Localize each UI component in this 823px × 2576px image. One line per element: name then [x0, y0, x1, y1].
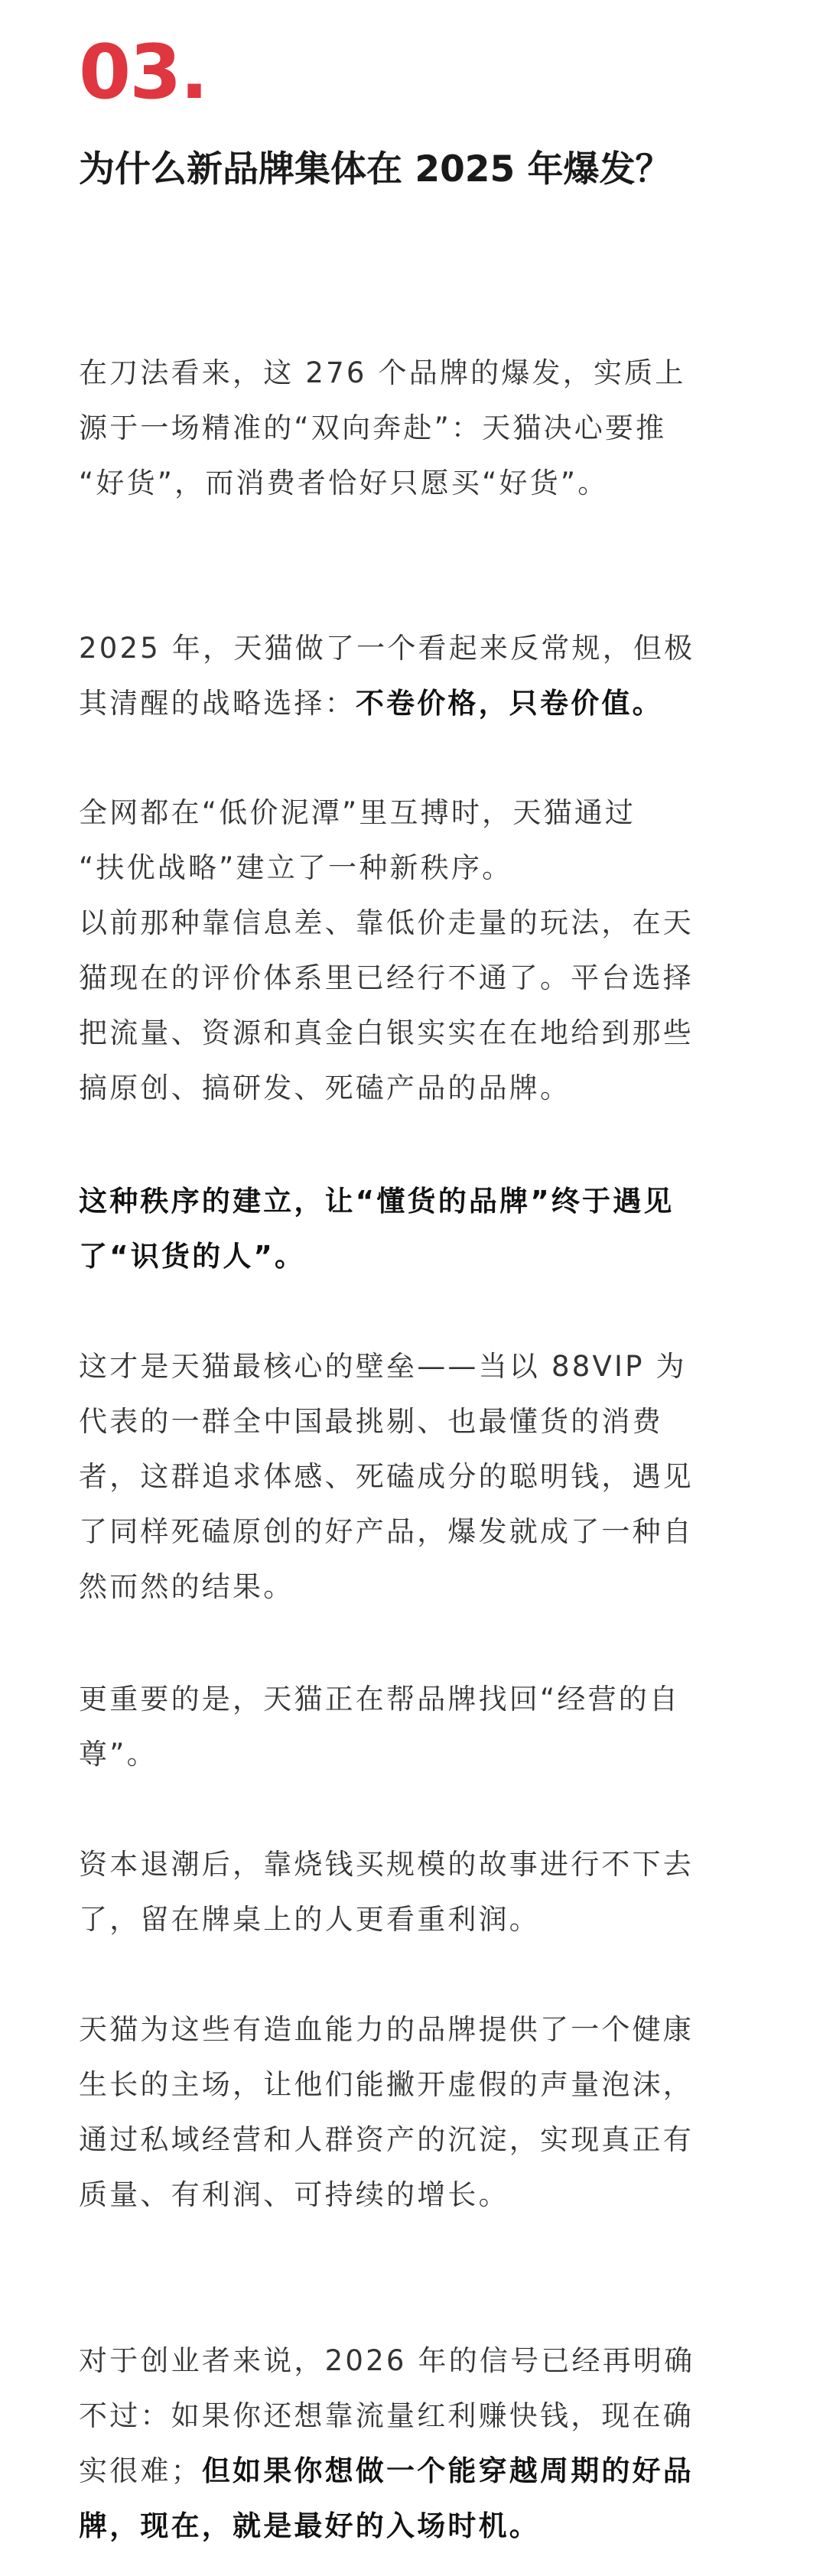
- text-run: 不过：如果你还想靠流量红利赚快钱，现在确: [79, 2399, 694, 2432]
- text-run: 这才是天猫最核心的壁垒——当以 88VIP 为: [79, 1350, 687, 1383]
- text-run: 生长的主场，让他们能撇开虚假的声量泡沫，: [79, 2068, 694, 2101]
- paragraph-line: [79, 2168, 744, 2223]
- text-run: 资本退潮后，靠烧钱买规模的故事进行不下去: [79, 1848, 694, 1881]
- paragraph-line: [79, 456, 744, 511]
- text-run: 2025 年，天猫做了一个看起来反常规，但极: [79, 632, 695, 665]
- paragraph-line: [79, 2499, 744, 2554]
- text-run: 通过私域经营和人群资产的沉淀，实现真正有: [79, 2123, 694, 2156]
- paragraph-line: [79, 1892, 744, 1947]
- paragraph: [79, 1174, 744, 1284]
- paragraph-line: [79, 621, 744, 676]
- text-run: 了，留在牌桌上的人更看重利润。: [79, 1903, 540, 1936]
- paragraph: [79, 346, 744, 511]
- text-run: 实很难；: [79, 2454, 202, 2487]
- paragraph-line: [79, 1504, 744, 1560]
- text-run: 代表的一群全中国最挑剔、也最懂货的消费: [79, 1405, 663, 1438]
- paragraph-line: [79, 1394, 744, 1449]
- paragraph-line: [79, 1229, 744, 1284]
- paragraph: [79, 1672, 744, 1782]
- paragraph-line: [79, 676, 744, 731]
- paragraph-line: [79, 1837, 744, 1892]
- text-run: 源于一场精准的“双向奔赴”：天猫决心要推: [79, 411, 667, 444]
- text-run: 搞原创、搞研发、死磕产品的品牌。: [79, 1072, 571, 1104]
- paragraph-line: [79, 841, 744, 896]
- bold-text: 不卷价格，只卷价值。: [355, 687, 663, 720]
- text-run: 以前那种靠信息差、靠低价走量的玩法，在天: [79, 906, 694, 939]
- text-run: 者，这群追求体感、死磕成分的聪明钱，遇见: [79, 1460, 694, 1493]
- text-run: 对于创业者来说，2026 年的信号已经再明确: [79, 2344, 695, 2377]
- text-run: 尊”。: [79, 1738, 158, 1771]
- paragraph-line: [79, 2444, 744, 2499]
- paragraph-line: [79, 1727, 744, 1782]
- text-run: 在刀法看来，这 276 个品牌的爆发，实质上: [79, 356, 686, 389]
- text-run: “扶优战略”建立了一种新秩序。: [79, 851, 513, 884]
- paragraph: [79, 896, 744, 1116]
- paragraph-line: [79, 1672, 744, 1727]
- text-run: 其清醒的战略选择：: [79, 687, 356, 720]
- bold-text: 牌，现在，就是最好的入场时机。: [79, 2509, 540, 2542]
- text-run: 质量、有利润、可持续的增长。: [79, 2178, 509, 2211]
- paragraph-line: [79, 1449, 744, 1504]
- paragraph-line: [79, 785, 744, 841]
- paragraph: [79, 1837, 744, 1947]
- paragraph: [79, 621, 744, 731]
- section-number: 03.: [79, 29, 207, 116]
- paragraph-line: [79, 2057, 744, 2113]
- paragraph-line: [79, 1339, 744, 1394]
- paragraph-line: [79, 2113, 744, 2168]
- paragraph-line: [79, 1061, 744, 1116]
- paragraph-line: [79, 2334, 744, 2389]
- paragraph-line: [79, 896, 744, 951]
- paragraph: [79, 785, 744, 896]
- text-run: 更重要的是，天猫正在帮品牌找回“经营的自: [79, 1683, 681, 1716]
- text-run: 猫现在的评价体系里已经行不通了。平台选择: [79, 961, 694, 994]
- text-run: 然而然的结果。: [79, 1570, 294, 1603]
- text-run: 全网都在“低价泥潭”里互搏时，天猫通过: [79, 796, 636, 829]
- section-title: 为什么新品牌集体在 2025 年爆发？: [79, 148, 672, 190]
- text-run: 天猫为这些有造血能力的品牌提供了一个健康: [79, 2013, 694, 2046]
- paragraph-line: [79, 2002, 744, 2057]
- paragraph: [79, 1339, 744, 1615]
- paragraph: [79, 2334, 744, 2554]
- text-run: “好货”，而消费者恰好只愿买“好货”。: [79, 467, 609, 499]
- paragraph: [79, 2002, 744, 2223]
- bold-text: 这种秩序的建立，让“懂货的品牌”终于遇见: [79, 1185, 675, 1218]
- bold-text: 但如果你想做一个能穿越周期的好品: [201, 2454, 695, 2487]
- paragraph-line: [79, 1006, 744, 1061]
- paragraph-line: [79, 2389, 744, 2444]
- text-run: 了同样死磕原创的好产品，爆发就成了一种自: [79, 1515, 694, 1548]
- text-run: 把流量、资源和真金白银实实在在地给到那些: [79, 1016, 694, 1049]
- paragraph-line: [79, 1174, 744, 1229]
- paragraph-line: [79, 951, 744, 1006]
- paragraph-line: [79, 401, 744, 456]
- paragraph-line: [79, 346, 744, 401]
- paragraph-line: [79, 1560, 744, 1615]
- bold-text: 了“识货的人”。: [79, 1240, 306, 1273]
